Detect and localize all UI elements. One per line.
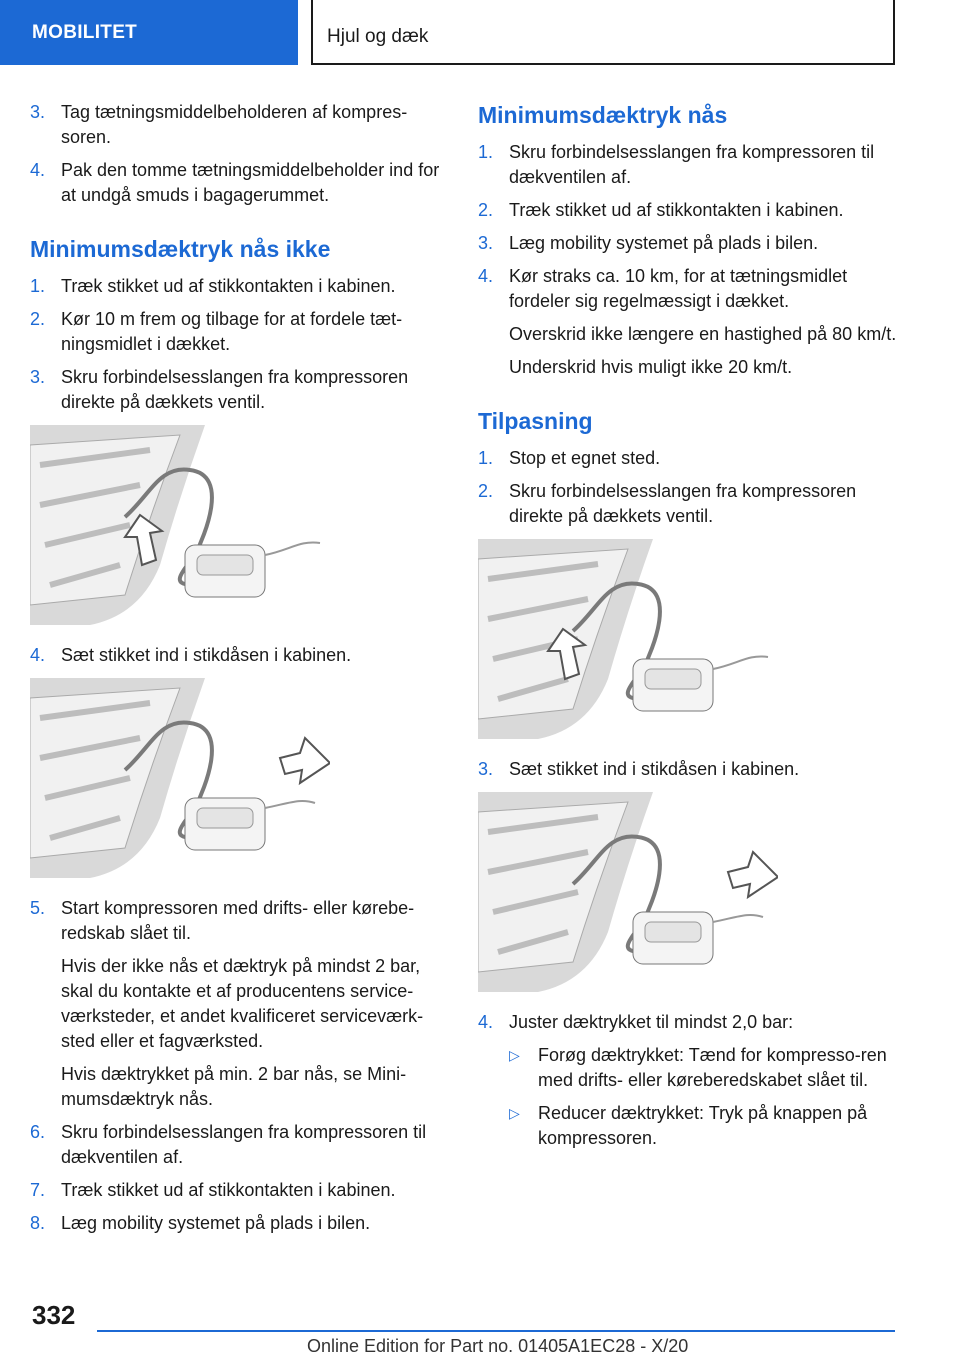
- step-item: [478, 198, 898, 223]
- step-text: Kør 10 m frem og tilbage for at fordele tæt-ningsmidlet i dækket.: [61, 309, 403, 354]
- step-note: Overskrid ikke længere en hastighed på 80 km/t.: [509, 324, 897, 344]
- triangle-bullet-icon: ▷: [509, 1047, 520, 1063]
- step-text: Skru forbindelsesslangen fra kompressoren til dækventilen af.: [509, 142, 875, 187]
- step-note: Hvis dæktrykket på min. 2 bar nås, se Mini-mumsdæktryk nås.: [61, 1064, 407, 1109]
- sub-item: [509, 1101, 898, 1151]
- wheel-compressor-valve-illustration: [30, 425, 330, 625]
- section-heading: Minimumsdæktryk nås ikke: [30, 236, 331, 262]
- chapter-header: [311, 0, 895, 65]
- step-number: 8.: [30, 1213, 46, 1233]
- step-item: [30, 365, 450, 415]
- step-item: [478, 264, 898, 380]
- step-item: [30, 1178, 450, 1203]
- section-tab: [0, 0, 298, 65]
- step-item: [30, 1120, 450, 1170]
- step-number: 3.: [478, 233, 494, 253]
- step-text: Sæt stikket ind i stikdåsen i kabinen.: [509, 759, 800, 779]
- step-text: Læg mobility systemet på plads i bilen.: [509, 233, 819, 253]
- footer-divider: [97, 1330, 895, 1332]
- sub-text: Reducer dæktrykket: Tryk på knappen på kompressoren.: [538, 1103, 868, 1148]
- sub-item: [509, 1043, 898, 1093]
- right-column: [478, 100, 898, 1159]
- step-number: 3.: [30, 367, 46, 387]
- page-number: 332: [32, 1300, 76, 1330]
- step-text: Træk stikket ud af stikkontakten i kabinen.: [61, 276, 396, 296]
- step-text: Læg mobility systemet på plads i bilen.: [61, 1213, 371, 1233]
- chapter-title: Hjul og dæk: [327, 26, 429, 47]
- step-item: [30, 307, 450, 357]
- step-number: 4.: [30, 645, 46, 665]
- step-number: 3.: [478, 759, 494, 779]
- step-number: 1.: [478, 448, 494, 468]
- step-item: [30, 100, 450, 150]
- wheel-compressor-plug-illustration: [478, 792, 778, 992]
- step-text: Pak den tomme tætningsmiddelbeholder ind for at undgå smuds i bagagerummet.: [61, 160, 440, 205]
- step-number: 6.: [30, 1122, 46, 1142]
- step-number: 1.: [478, 142, 494, 162]
- sub-text: Forøg dæktrykket: Tænd for kompresso-ren med drifts- eller køreberedskabet slået til.: [538, 1045, 887, 1090]
- section-heading: Minimumsdæktryk nås: [478, 102, 728, 128]
- step-number: 1.: [30, 276, 46, 296]
- step-number: 3.: [30, 102, 46, 122]
- step-item: [478, 757, 898, 782]
- step-text: Sæt stikket ind i stikdåsen i kabinen.: [61, 645, 352, 665]
- step-number: 4.: [30, 160, 46, 180]
- step-item: [478, 446, 898, 471]
- step-note: Hvis der ikke nås et dæktryk på mindst 2 bar, skal du kontakte et af producentens service-værksteder, et andet kvalificeret serviceværk-sted eller et fagværksted.: [61, 956, 424, 1051]
- step-text: Stop et egnet sted.: [509, 448, 661, 468]
- step-item: [30, 643, 450, 668]
- step-item: [478, 140, 898, 190]
- left-column: [30, 100, 450, 1244]
- step-item: [478, 479, 898, 529]
- wheel-compressor-plug-illustration: [30, 678, 330, 878]
- step-text: Tag tætningsmiddelbeholderen af kompres-soren.: [61, 102, 408, 147]
- step-item: [478, 1010, 898, 1151]
- step-text: Kør straks ca. 10 km, for at tætningsmidlet fordeler sig regelmæssigt i dækket.: [509, 266, 848, 311]
- section-heading: Tilpasning: [478, 408, 593, 434]
- step-text: Skru forbindelsesslangen fra kompressoren direkte på dækkets ventil.: [61, 367, 409, 412]
- step-note: Underskrid hvis muligt ikke 20 km/t.: [509, 357, 793, 377]
- step-number: 2.: [478, 200, 494, 220]
- step-number: 4.: [478, 266, 494, 286]
- step-number: 2.: [30, 309, 46, 329]
- triangle-bullet-icon: ▷: [509, 1105, 520, 1121]
- step-number: 2.: [478, 481, 494, 501]
- wheel-compressor-valve-illustration: [478, 539, 778, 739]
- step-text: Juster dæktrykket til mindst 2,0 bar:: [509, 1012, 794, 1032]
- step-text: Skru forbindelsesslangen fra kompressoren direkte på dækkets ventil.: [509, 481, 857, 526]
- step-item: [30, 1211, 450, 1236]
- step-item: [30, 158, 450, 208]
- step-text: Skru forbindelsesslangen fra kompressoren til dækventilen af.: [61, 1122, 427, 1167]
- section-title: MOBILITET: [32, 21, 138, 43]
- step-text: Træk stikket ud af stikkontakten i kabinen.: [61, 1180, 396, 1200]
- step-item: [30, 896, 450, 1112]
- step-number: 7.: [30, 1180, 46, 1200]
- step-text: Træk stikket ud af stikkontakten i kabinen.: [509, 200, 844, 220]
- step-number: 4.: [478, 1012, 494, 1032]
- step-item: [478, 231, 898, 256]
- footer-edition: Online Edition for Part no. 01405A1EC28 - X/20: [307, 1336, 689, 1356]
- step-number: 5.: [30, 898, 46, 918]
- step-text: Start kompressoren med drifts- eller kørebe-redskab slået til.: [61, 898, 415, 943]
- step-item: [30, 274, 450, 299]
